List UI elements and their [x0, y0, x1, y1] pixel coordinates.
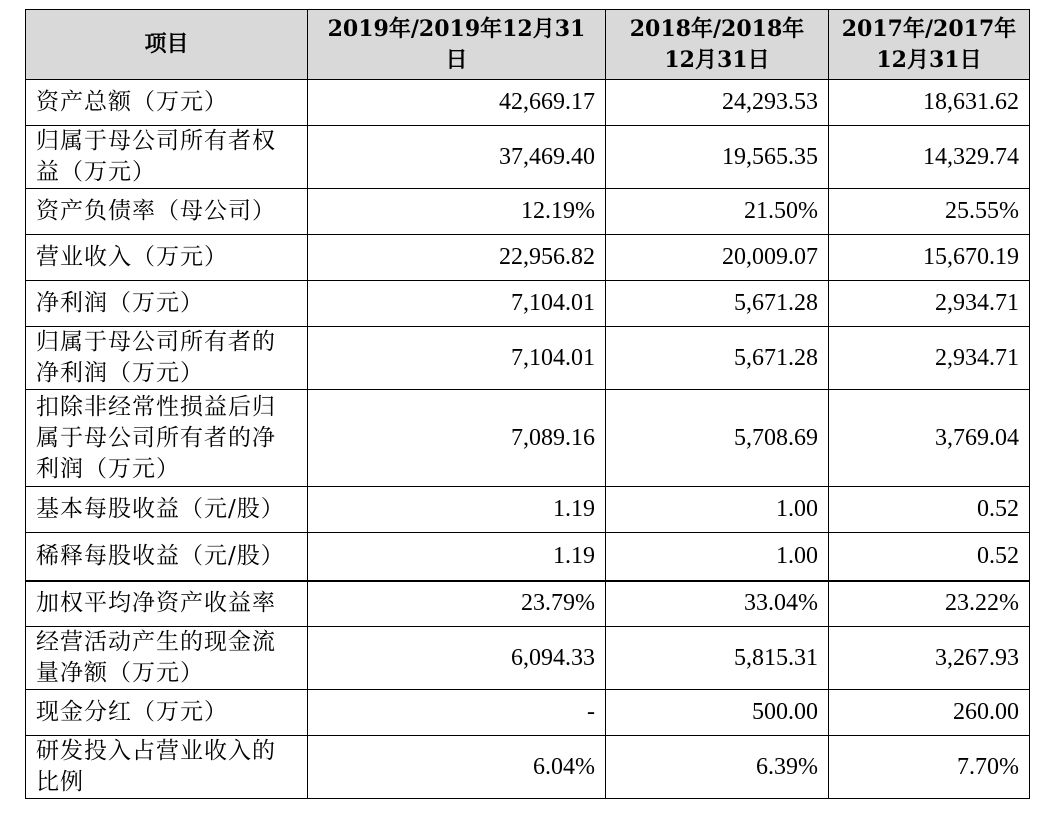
table-row [26, 690, 1030, 736]
row-label: 营业收入（万元） [26, 235, 308, 281]
table-row [26, 281, 1030, 327]
cell-2019: 1.19 [308, 487, 606, 533]
row-label: 资产总额（万元） [26, 80, 308, 126]
cell-2018: 21.50% [606, 189, 829, 235]
row-label: 经营活动产生的现金流量净额（万元） [26, 627, 308, 690]
row-label: 研发投入占营业收入的比例 [26, 736, 308, 799]
cell-2017: 2,934.71 [829, 327, 1030, 390]
header-2017: 2017年/2017年12月31日 [829, 10, 1030, 80]
row-label: 现金分红（万元） [26, 690, 308, 736]
row-label: 稀释每股收益（元/股） [26, 533, 308, 581]
cell-2018: 5,815.31 [606, 627, 829, 690]
cell-2017: 260.00 [829, 690, 1030, 736]
cell-2018: 19,565.35 [606, 126, 829, 189]
cell-2017: 18,631.62 [829, 80, 1030, 126]
table-row [26, 327, 1030, 390]
header-item: 项目 [26, 10, 308, 80]
cell-2019: 1.19 [308, 533, 606, 581]
cell-2017: 2,934.71 [829, 281, 1030, 327]
cell-2017: 0.52 [829, 487, 1030, 533]
cell-2018: 33.04% [606, 581, 829, 627]
row-label: 扣除非经常性损益后归属于母公司所有者的净利润（万元） [26, 390, 308, 487]
financial-data-table [25, 9, 1030, 799]
row-label: 净利润（万元） [26, 281, 308, 327]
cell-2018: 6.39% [606, 736, 829, 799]
cell-2017: 15,670.19 [829, 235, 1030, 281]
table-header-row [26, 10, 1030, 80]
table-row [26, 189, 1030, 235]
cell-2017: 3,267.93 [829, 627, 1030, 690]
cell-2019: 22,956.82 [308, 235, 606, 281]
cell-2019: 7,089.16 [308, 390, 606, 487]
table-row [26, 390, 1030, 487]
cell-2018: 24,293.53 [606, 80, 829, 126]
table-row [26, 487, 1030, 533]
row-label: 加权平均净资产收益率 [26, 581, 308, 627]
cell-2019: 6,094.33 [308, 627, 606, 690]
row-label: 基本每股收益（元/股） [26, 487, 308, 533]
cell-2018: 5,671.28 [606, 281, 829, 327]
cell-2019: 6.04% [308, 736, 606, 799]
cell-2017: 23.22% [829, 581, 1030, 627]
cell-2019: 12.19% [308, 189, 606, 235]
cell-2018: 20,009.07 [606, 235, 829, 281]
table-row [26, 627, 1030, 690]
cell-2019: 42,669.17 [308, 80, 606, 126]
row-label: 归属于母公司所有者的净利润（万元） [26, 327, 308, 390]
cell-2018: 5,708.69 [606, 390, 829, 487]
cell-2019: 37,469.40 [308, 126, 606, 189]
row-label: 资产负债率（母公司） [26, 189, 308, 235]
header-2019: 2019年/2019年12月31日 [308, 10, 606, 80]
table-row [26, 235, 1030, 281]
cell-2018: 1.00 [606, 487, 829, 533]
cell-2018: 1.00 [606, 533, 829, 581]
cell-2018: 500.00 [606, 690, 829, 736]
cell-2019: 23.79% [308, 581, 606, 627]
header-2018: 2018年/2018年12月31日 [606, 10, 829, 80]
table-row [26, 736, 1030, 799]
cell-2017: 7.70% [829, 736, 1030, 799]
table-row [26, 581, 1030, 627]
cell-2019: - [308, 690, 606, 736]
table-row [26, 126, 1030, 189]
table-row [26, 80, 1030, 126]
row-label: 归属于母公司所有者权益（万元） [26, 126, 308, 189]
cell-2017: 3,769.04 [829, 390, 1030, 487]
cell-2017: 14,329.74 [829, 126, 1030, 189]
cell-2019: 7,104.01 [308, 281, 606, 327]
cell-2017: 25.55% [829, 189, 1030, 235]
cell-2018: 5,671.28 [606, 327, 829, 390]
cell-2019: 7,104.01 [308, 327, 606, 390]
cell-2017: 0.52 [829, 533, 1030, 581]
table-row [26, 533, 1030, 581]
